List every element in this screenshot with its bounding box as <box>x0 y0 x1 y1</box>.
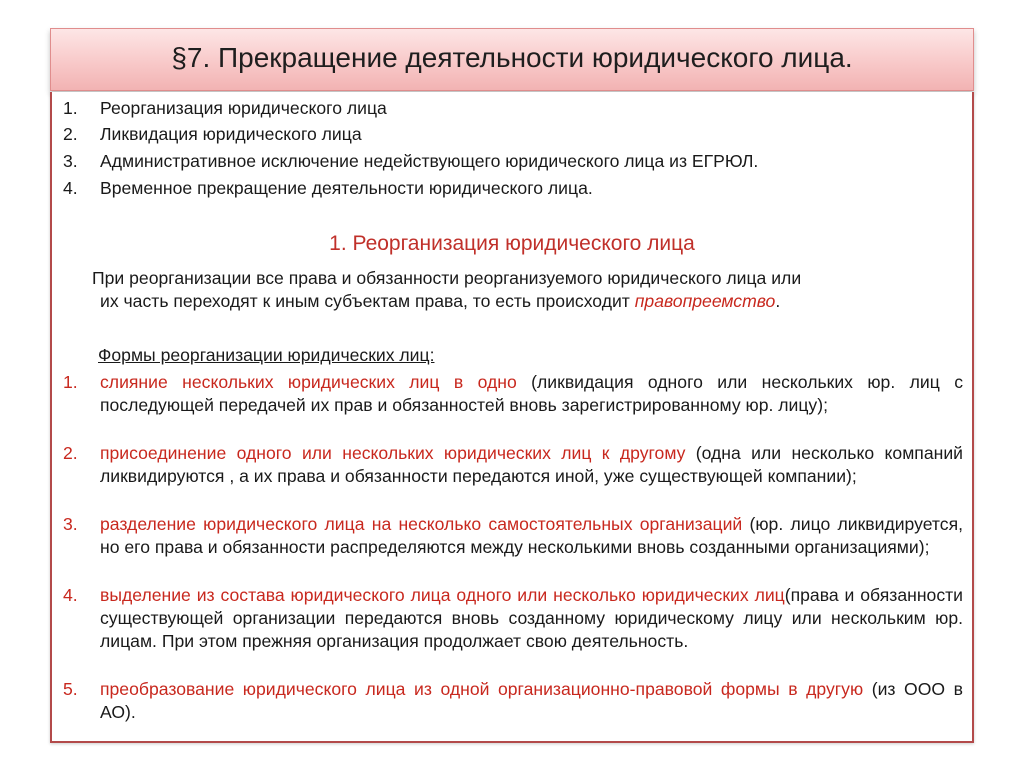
section-title: 1. Реорганизация юридического лица <box>329 232 695 255</box>
content-box <box>50 92 974 743</box>
list-number: 2. <box>63 124 78 144</box>
slide-header <box>50 28 974 91</box>
form-rest: (права и обязанности существующей организации передаются вновь созданному юридическому лицу или нескольким юр. лицам. При этом прежняя организация продолжает свою деятельность. <box>100 585 963 651</box>
forms-title: Формы реорганизации юридических лиц: <box>98 345 435 365</box>
list-text: Временное прекращение деятельности юридического лица. <box>100 178 593 198</box>
form-number: 4. <box>63 585 78 605</box>
form-number: 5. <box>63 679 78 699</box>
form-number: 1. <box>63 372 78 392</box>
form-highlight: выделение из состава юридического лица одного или несколько юридических лиц <box>100 585 785 605</box>
list-number: 3. <box>63 151 78 171</box>
highlight-term: правопреемство <box>634 291 776 311</box>
form-rest: (одна или несколько компаний ликвидируются , а их права и обязанности передаются иной, уже существующей компании); <box>100 443 963 486</box>
form-number: 3. <box>63 514 78 534</box>
form-text <box>100 678 963 724</box>
form-rest: (ликвидация одного или нескольких юр. лиц с последующей передачей их прав и обязанностей вновь зарегистрированному юр. лицу); <box>100 372 964 415</box>
intro-text: их часть переходят к иным субъектам права, то есть происходит <box>100 291 635 311</box>
form-text <box>100 513 963 559</box>
list-text: Ликвидация юридического лица <box>100 124 362 144</box>
form-text <box>100 584 963 653</box>
form-text <box>100 371 963 417</box>
intro-line-2 <box>92 290 963 313</box>
form-highlight: присоединение одного или нескольких юридических лиц к другому <box>100 443 686 463</box>
slide-title: §7. Прекращение деятельности юридического лица. <box>171 42 853 73</box>
intro-line-1: При реорганизации все права и обязанности реорганизуемого юридического лица или <box>92 268 802 288</box>
form-text <box>100 442 963 488</box>
form-highlight: разделение юридического лица на несколько самостоятельных организаций <box>100 514 743 534</box>
list-number: 4. <box>63 178 78 198</box>
form-number: 2. <box>63 443 78 463</box>
form-highlight: слияние нескольких юридических лиц в одно <box>100 372 517 392</box>
list-text: Административное исключение недействующего юридического лица из ЕГРЮЛ. <box>100 151 759 171</box>
intro-end: . <box>775 291 781 311</box>
form-highlight: преобразование юридического лица из одной организационно-правовой формы в другую <box>100 679 864 699</box>
list-number: 1. <box>63 98 78 118</box>
form-rest: (юр. лицо ликвидируется, но его права и обязанности распределяются между несколькими вновь созданными организациями); <box>100 514 963 557</box>
intro-paragraph <box>92 267 963 313</box>
form-rest: (из ООО в АО). <box>100 679 963 722</box>
list-text: Реорганизация юридического лица <box>100 98 387 118</box>
